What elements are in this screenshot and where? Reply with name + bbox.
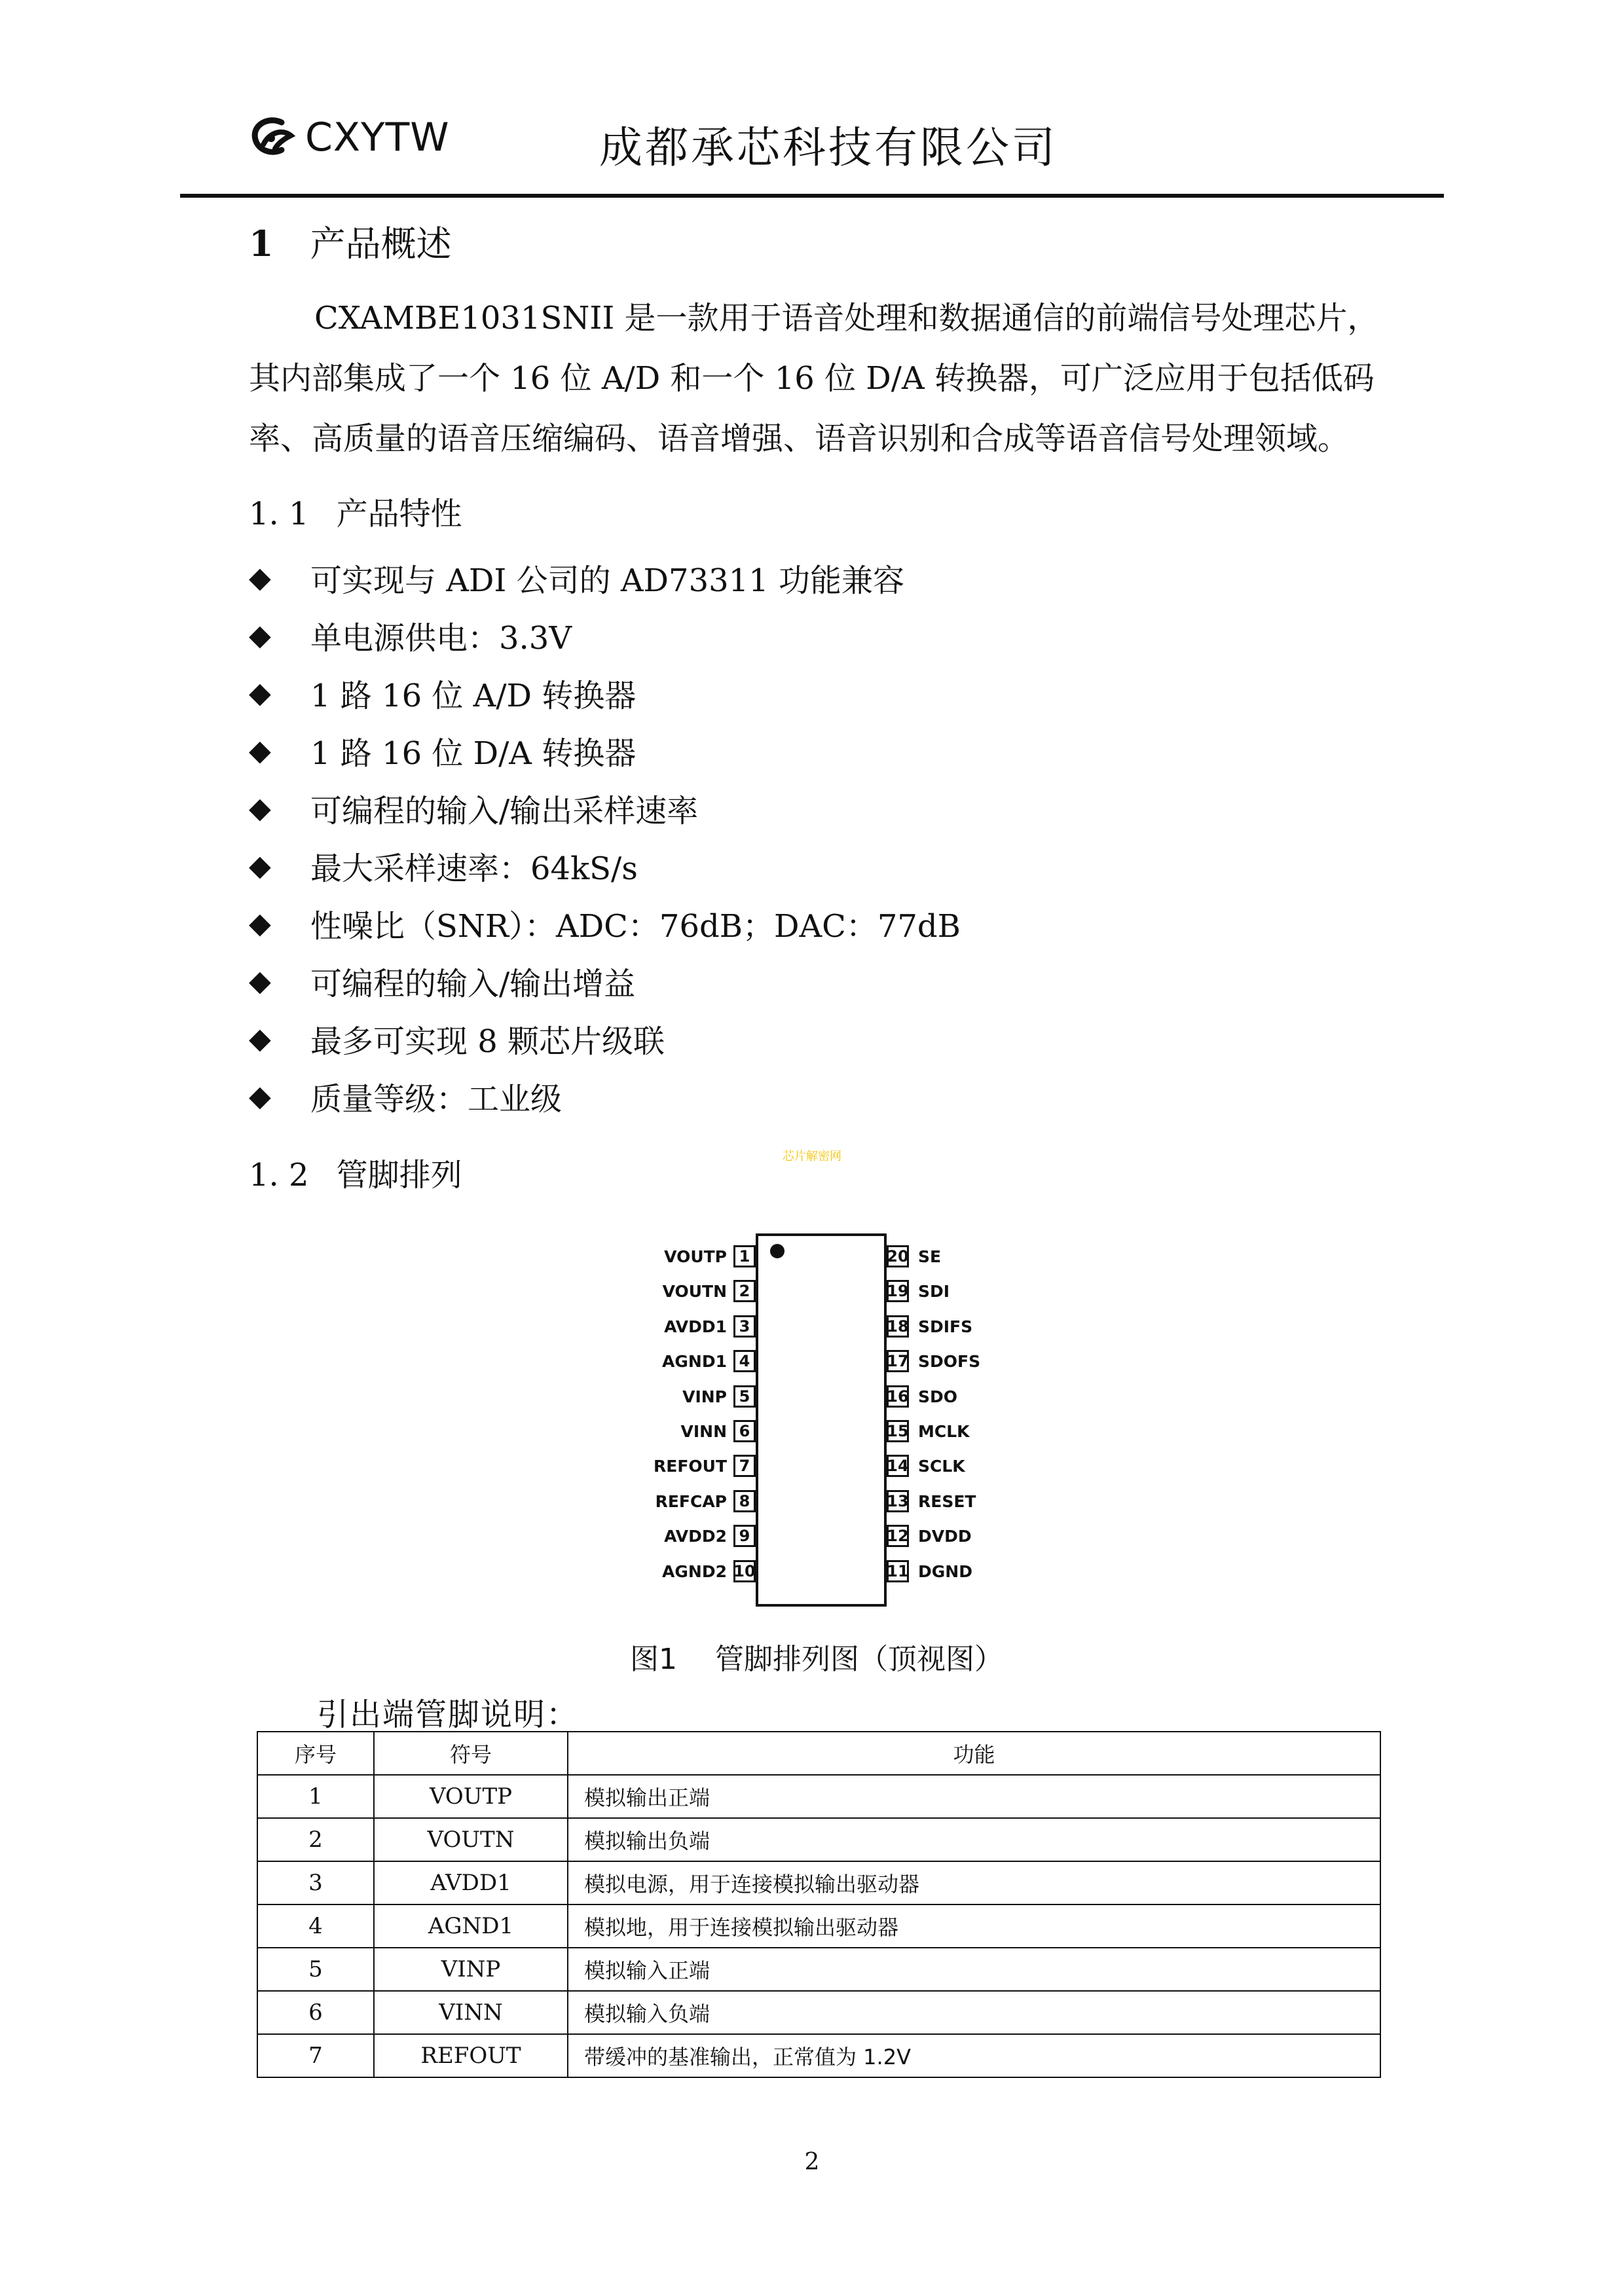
feature-item — [249, 779, 961, 837]
feature-text: 可编程的输入/输出增益 — [310, 965, 636, 1002]
feature-text: 单电源供电：3.3V — [310, 619, 572, 657]
table-row — [257, 2034, 1380, 2077]
section-1-2-heading — [249, 1150, 462, 1195]
pin-number: 2 — [733, 1280, 756, 1302]
section-title: 管脚排列 — [336, 1157, 462, 1194]
pin-label — [887, 1280, 950, 1302]
pin-label — [663, 1280, 756, 1302]
pin-name: AGND1 — [662, 1351, 727, 1371]
pin-number: 12 — [887, 1525, 909, 1547]
pin-name: SE — [918, 1247, 942, 1266]
section-number: 1. 2 — [249, 1157, 309, 1194]
table-row — [257, 1904, 1380, 1948]
feature-item — [249, 606, 961, 664]
feature-text: 可实现与 ADI 公司的 AD73311 功能兼容 — [310, 562, 904, 599]
feature-item — [249, 837, 961, 894]
cell-function: 模拟输出正端 — [568, 1775, 1380, 1818]
pin-label — [887, 1350, 980, 1372]
pin-name: SDI — [918, 1281, 950, 1301]
bullet-diamond-icon: ◆ — [249, 1021, 271, 1055]
pin-label — [664, 1315, 756, 1338]
pin-number: 17 — [887, 1350, 909, 1372]
table-row — [257, 1948, 1380, 1991]
pin-label — [682, 1385, 756, 1408]
pin-name: RESET — [918, 1491, 976, 1511]
pin-name: DGND — [918, 1561, 972, 1581]
pin-name: AVDD1 — [664, 1317, 727, 1336]
pin-label — [887, 1385, 957, 1408]
pin-number: 14 — [887, 1455, 909, 1477]
cell-index: 3 — [257, 1861, 374, 1904]
pin-number: 3 — [733, 1315, 756, 1338]
table-row — [257, 1818, 1380, 1861]
feature-item — [249, 952, 961, 1010]
pin-label — [887, 1490, 976, 1512]
feature-item — [249, 664, 961, 721]
pin-label — [887, 1420, 970, 1442]
bullet-diamond-icon: ◆ — [249, 733, 271, 767]
cell-index: 7 — [257, 2034, 374, 2077]
watermark: 芯片解密网 — [783, 1150, 841, 1163]
pin-label — [887, 1455, 965, 1477]
cell-function: 模拟输入负端 — [568, 1991, 1380, 2034]
pin-number: 13 — [887, 1490, 909, 1512]
table-row — [257, 1861, 1380, 1904]
table-label: 引出端管脚说明： — [317, 1696, 580, 1733]
pin-number: 4 — [733, 1350, 756, 1372]
cell-symbol: AGND1 — [374, 1904, 568, 1948]
feature-text: 1 路 16 位 D/A 转换器 — [310, 735, 637, 772]
bullet-diamond-icon: ◆ — [249, 791, 271, 825]
pin-name: VINN — [680, 1421, 727, 1441]
pin-label — [664, 1525, 756, 1547]
section-number: 1 — [249, 223, 274, 264]
pin-label — [887, 1560, 972, 1582]
pin-number: 20 — [887, 1245, 909, 1267]
feature-text: 最多可实现 8 颗芯片级联 — [310, 1023, 665, 1060]
bullet-diamond-icon: ◆ — [249, 848, 271, 883]
header-symbol: 符号 — [374, 1732, 568, 1775]
pin-name: SDIFS — [918, 1317, 973, 1336]
pin-number: 19 — [887, 1280, 909, 1302]
pin-number: 8 — [733, 1490, 756, 1512]
pin-number: 7 — [733, 1455, 756, 1477]
pin-number: 10 — [733, 1560, 756, 1582]
cell-symbol: VOUTP — [374, 1775, 568, 1818]
pin-number: 5 — [733, 1385, 756, 1408]
cell-symbol: AVDD1 — [374, 1861, 568, 1904]
cell-index: 5 — [257, 1948, 374, 1991]
pin-name: VOUTP — [664, 1247, 727, 1266]
feature-item — [249, 721, 961, 779]
feature-item — [249, 894, 961, 952]
bullet-diamond-icon: ◆ — [249, 676, 271, 710]
bullet-diamond-icon: ◆ — [249, 560, 271, 594]
table-row — [257, 1991, 1380, 2034]
pin-label — [887, 1315, 972, 1338]
section-title: 产品概述 — [310, 223, 452, 264]
cell-function: 模拟输出负端 — [568, 1818, 1380, 1861]
figure-caption: 图1 管脚排列图（顶视图） — [630, 1643, 1003, 1676]
section-1-1-heading — [249, 488, 462, 534]
feature-text: 质量等级：工业级 — [310, 1080, 563, 1118]
feature-text: 最大采样速率：64kS/s — [310, 850, 638, 887]
pin-number: 16 — [887, 1385, 909, 1408]
overview-paragraph: CXAMBE1031SNII 是一款用于语音处理和数据通信的前端信号处理芯片，其内部集成了一个 16 位 A/D 和一个 16 位 D/A 转换器，可广泛应用于包括低码率、高质量的语音压缩编码、语音增强、语音识别和合成等语音信号处理领域。 — [249, 300, 1379, 457]
section-number: 1. 1 — [249, 496, 309, 532]
bullet-diamond-icon: ◆ — [249, 1079, 271, 1113]
pin1-marker-icon — [770, 1244, 784, 1258]
pin-label — [655, 1490, 756, 1512]
bullet-diamond-icon: ◆ — [249, 906, 271, 940]
pin-table — [257, 1731, 1381, 2078]
cell-index: 4 — [257, 1904, 374, 1948]
pin-number: 11 — [887, 1560, 909, 1582]
cell-index: 2 — [257, 1818, 374, 1861]
feature-item — [249, 1067, 961, 1125]
pin-label — [664, 1245, 756, 1267]
pin-name: REFOUT — [653, 1456, 727, 1476]
pin-label — [887, 1245, 941, 1267]
cell-symbol: REFOUT — [374, 2034, 568, 2077]
pin-name: AVDD2 — [664, 1526, 727, 1546]
feature-text: 1 路 16 位 A/D 转换器 — [310, 677, 637, 714]
pin-label — [654, 1455, 756, 1477]
pin-number: 18 — [887, 1315, 909, 1338]
cell-symbol: VINP — [374, 1948, 568, 1991]
pin-label — [887, 1525, 972, 1547]
pin-name: VINP — [682, 1387, 727, 1406]
pin-name: DVDD — [918, 1526, 972, 1546]
header-function: 功能 — [568, 1732, 1380, 1775]
pin-name: MCLK — [918, 1421, 970, 1441]
pin-label — [662, 1560, 756, 1582]
pin-name: REFCAP — [655, 1491, 727, 1511]
pin-name: VOUTN — [662, 1281, 727, 1301]
pin-number: 15 — [887, 1420, 909, 1442]
pin-number: 6 — [733, 1420, 756, 1442]
feature-text: 性噪比（SNR）：ADC：76dB；DAC：77dB — [310, 907, 961, 945]
table-header-row — [257, 1732, 1380, 1775]
pin-label — [662, 1350, 756, 1372]
pin-number: 9 — [733, 1525, 756, 1547]
pin-name: AGND2 — [662, 1561, 727, 1581]
bullet-diamond-icon: ◆ — [249, 618, 271, 652]
page-number: 2 — [804, 2149, 820, 2176]
cell-index: 6 — [257, 1991, 374, 2034]
cell-function: 模拟电源，用于连接模拟输出驱动器 — [568, 1861, 1380, 1904]
cell-symbol: VOUTN — [374, 1818, 568, 1861]
cell-index: 1 — [257, 1775, 374, 1818]
pin-label — [681, 1420, 756, 1442]
pin-name: SDOFS — [918, 1351, 981, 1371]
section-title: 产品特性 — [336, 496, 462, 532]
cell-symbol: VINN — [374, 1991, 568, 2034]
logo-text: CXYTW — [305, 115, 450, 160]
table-row — [257, 1775, 1380, 1818]
section-1-heading — [249, 216, 452, 266]
pin-name: SCLK — [918, 1456, 965, 1476]
cxytw-logo-icon — [249, 116, 296, 159]
feature-item — [249, 549, 961, 606]
header-rule — [180, 194, 1444, 198]
pin-name: SDO — [918, 1387, 958, 1406]
chip-body — [756, 1233, 887, 1607]
company-name: 成都承芯科技有限公司 — [599, 122, 1058, 173]
pin-number: 1 — [733, 1245, 756, 1267]
cell-function: 带缓冲的基准输出，正常值为 1.2V — [568, 2034, 1380, 2077]
header-index: 序号 — [257, 1732, 374, 1775]
feature-list — [249, 549, 961, 1125]
cell-function: 模拟地，用于连接模拟输出驱动器 — [568, 1904, 1380, 1948]
cell-function: 模拟输入正端 — [568, 1948, 1380, 1991]
feature-text: 可编程的输入/输出采样速率 — [310, 792, 699, 829]
company-logo — [249, 111, 450, 164]
bullet-diamond-icon: ◆ — [249, 964, 271, 998]
feature-item — [249, 1010, 961, 1067]
